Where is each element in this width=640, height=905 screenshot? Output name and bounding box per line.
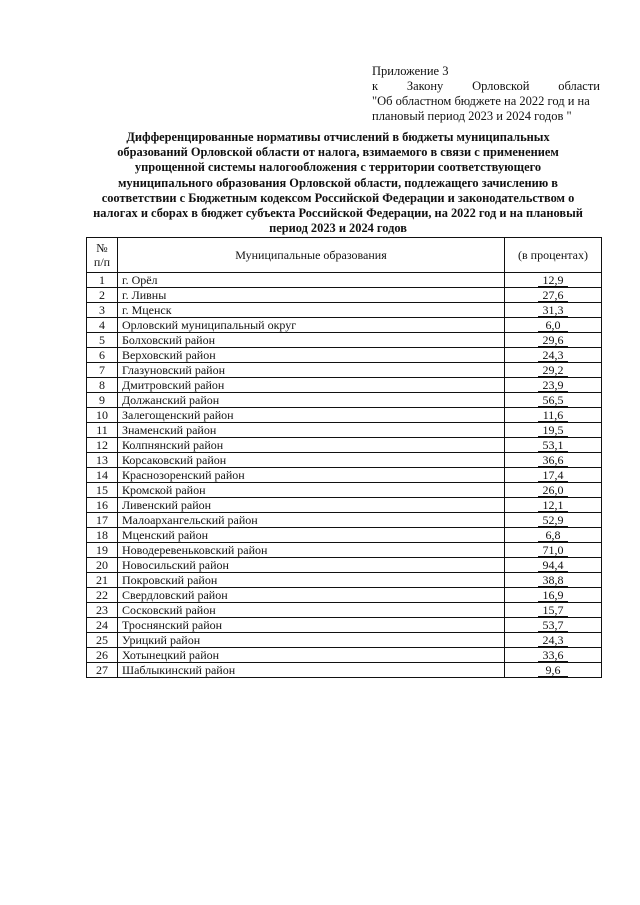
row-percent-cell [505,588,602,603]
row-percent: 24,3 [538,349,568,362]
row-percent-cell [505,333,602,348]
appendix-line-1: Приложение 3 [372,64,449,78]
row-number: 4 [87,318,118,333]
appendix-word: к [372,79,379,93]
row-percent-cell [505,408,602,423]
row-percent-cell [505,363,602,378]
table-header-row [87,238,602,273]
header-number-pp: п/п [93,255,111,269]
row-number: 10 [87,408,118,423]
row-percent: 11,6 [538,409,568,422]
row-municipality: Краснозоренский район [118,468,505,483]
row-percent-cell [505,558,602,573]
row-municipality: Дмитровский район [118,378,505,393]
row-percent-cell [505,633,602,648]
document-title: Дифференцированные нормативы отчислений в бюджеты муниципальных образований Орловской области от налога, взимаемого в связи с применением упрощенной системы налогообложения с территории соответствующего муниципального образования Орловской области, подлежащего зачислению в соответствии с Бюджетным кодексом Российской Федерации и законодательством о налогах и сборах в бюджет субъекта Российской Федерации, на 2022 год и на плановый период 2023 и 2024 годов [93,130,583,236]
row-percent-cell [505,528,602,543]
table-row [87,273,602,288]
row-percent-cell [505,423,602,438]
row-number: 12 [87,438,118,453]
row-percent: 27,6 [538,289,568,302]
row-number: 16 [87,498,118,513]
row-number: 18 [87,528,118,543]
row-number: 1 [87,273,118,288]
table-row [87,363,602,378]
row-percent-cell [505,468,602,483]
row-municipality: Мценский район [118,528,505,543]
row-percent-cell [505,378,602,393]
row-percent: 6,0 [538,319,568,332]
table-row [87,528,602,543]
row-number: 17 [87,513,118,528]
row-number: 24 [87,618,118,633]
row-percent: 94,4 [538,559,568,572]
table-row [87,303,602,318]
header-percent: (в процентах) [505,238,602,273]
row-percent-cell [505,393,602,408]
row-number: 21 [87,573,118,588]
table-row [87,408,602,423]
row-municipality: Должанский район [118,393,505,408]
row-percent-cell [505,288,602,303]
row-municipality: Шаблыкинский район [118,663,505,678]
row-percent: 29,2 [538,364,568,377]
appendix-line-3: "Об областном бюджете на 2022 год и на [372,94,590,108]
row-percent: 12,9 [538,274,568,287]
row-number: 3 [87,303,118,318]
row-municipality: Новосильский район [118,558,505,573]
row-municipality: Свердловский район [118,588,505,603]
appendix-word: Орловской [472,79,530,93]
row-municipality: Орловский муниципальный округ [118,318,505,333]
table-row [87,423,602,438]
row-percent-cell [505,663,602,678]
table-row [87,588,602,603]
row-municipality: Новодеревеньковский район [118,543,505,558]
row-percent: 29,6 [538,334,568,347]
row-municipality: г. Мценск [118,303,505,318]
row-percent-cell [505,303,602,318]
table-row [87,393,602,408]
row-percent: 52,9 [538,514,568,527]
row-number: 14 [87,468,118,483]
table-row [87,318,602,333]
row-number: 8 [87,378,118,393]
table-row [87,663,602,678]
row-number: 13 [87,453,118,468]
appendix-line-4: плановый период 2023 и 2024 годов " [372,109,572,123]
row-percent: 6,8 [538,529,568,542]
row-municipality: Корсаковский район [118,453,505,468]
row-percent: 15,7 [538,604,568,617]
row-percent-cell [505,618,602,633]
row-number: 11 [87,423,118,438]
row-municipality: Знаменский район [118,423,505,438]
row-percent: 26,0 [538,484,568,497]
row-municipality: Хотынецкий район [118,648,505,663]
appendix-header [372,64,600,124]
row-number: 15 [87,483,118,498]
row-number: 27 [87,663,118,678]
row-number: 5 [87,333,118,348]
row-percent-cell [505,513,602,528]
row-percent-cell [505,648,602,663]
table-row [87,483,602,498]
row-percent: 17,4 [538,469,568,482]
row-percent-cell [505,348,602,363]
row-number: 23 [87,603,118,618]
row-municipality: Ливенский район [118,498,505,513]
row-number: 9 [87,393,118,408]
row-percent: 36,6 [538,454,568,467]
header-number [87,238,118,273]
row-municipality: Болховский район [118,333,505,348]
row-number: 19 [87,543,118,558]
row-percent: 71,0 [538,544,568,557]
appendix-line-2 [372,79,600,94]
table-row [87,603,602,618]
norms-table [86,237,602,678]
table-body [87,273,602,678]
row-number: 26 [87,648,118,663]
table-row [87,288,602,303]
row-number: 7 [87,363,118,378]
table-row [87,438,602,453]
table-row [87,453,602,468]
row-percent-cell [505,573,602,588]
row-percent-cell [505,273,602,288]
appendix-word: Закону [406,79,444,93]
row-municipality: г. Орёл [118,273,505,288]
row-percent: 53,7 [538,619,568,632]
row-number: 22 [87,588,118,603]
row-municipality: Кромской район [118,483,505,498]
table-row [87,378,602,393]
row-municipality: Залегощенский район [118,408,505,423]
row-percent: 38,8 [538,574,568,587]
table-row [87,333,602,348]
row-municipality: Урицкий район [118,633,505,648]
table-row [87,633,602,648]
row-municipality: г. Ливны [118,288,505,303]
row-percent: 9,6 [538,664,568,677]
row-percent: 56,5 [538,394,568,407]
row-percent: 16,9 [538,589,568,602]
appendix-word: области [558,79,600,93]
row-percent: 33,6 [538,649,568,662]
row-percent-cell [505,543,602,558]
table-row [87,618,602,633]
row-municipality: Глазуновский район [118,363,505,378]
row-municipality: Покровский район [118,573,505,588]
header-number-sign: № [96,241,108,255]
row-percent-cell [505,318,602,333]
table-row [87,468,602,483]
row-municipality: Малоархангельский район [118,513,505,528]
row-number: 6 [87,348,118,363]
table-row [87,573,602,588]
row-percent: 23,9 [538,379,568,392]
row-percent: 19,5 [538,424,568,437]
row-municipality: Верховский район [118,348,505,363]
row-percent-cell [505,438,602,453]
row-percent: 53,1 [538,439,568,452]
table-row [87,648,602,663]
row-percent-cell [505,603,602,618]
row-municipality: Троснянский район [118,618,505,633]
row-percent-cell [505,453,602,468]
row-percent-cell [505,483,602,498]
row-number: 2 [87,288,118,303]
row-number: 20 [87,558,118,573]
row-percent: 24,3 [538,634,568,647]
table-row [87,348,602,363]
table-row [87,513,602,528]
table-row [87,498,602,513]
row-percent: 12,1 [538,499,568,512]
row-municipality: Колпнянский район [118,438,505,453]
row-percent-cell [505,498,602,513]
row-municipality: Сосковский район [118,603,505,618]
header-municipality: Муниципальные образования [118,238,505,273]
table-row [87,558,602,573]
row-percent: 31,3 [538,304,568,317]
row-number: 25 [87,633,118,648]
table-row [87,543,602,558]
